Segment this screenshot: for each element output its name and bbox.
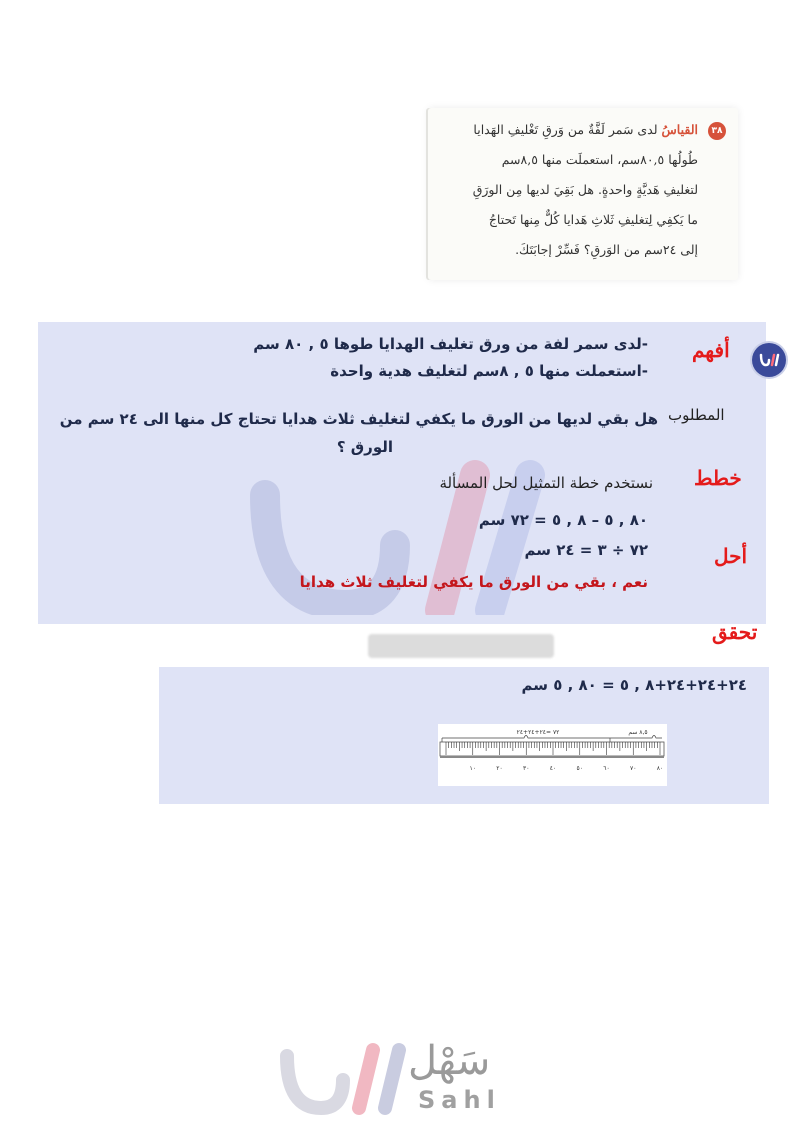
ruler-tick-label: ٣٠ bbox=[523, 765, 530, 772]
ruler-tick-label: ٦٠ bbox=[603, 765, 610, 772]
solve-label: أحل bbox=[714, 544, 748, 568]
required-line-2: الورق ؟ bbox=[336, 438, 393, 456]
blurred-bar bbox=[368, 634, 554, 658]
problem-keyword: القياسُ bbox=[661, 122, 698, 137]
solve-step-2: ٧٢ ÷ ٣ = ٢٤ سم bbox=[524, 541, 648, 559]
ruler-drawing bbox=[438, 724, 667, 786]
problem-line-5: إلى ٢٤سم من الوَرقِ؟ فَسِّرْ إجابَتَكَ. bbox=[515, 242, 698, 257]
problem-card bbox=[428, 108, 738, 280]
ruler-tick-label: ٢٠ bbox=[496, 765, 503, 772]
problem-line-1 bbox=[440, 122, 698, 137]
understand-label: أفهم bbox=[692, 338, 730, 362]
required-line-1: هل بقي لديها من الورق ما يكفي لتغليف ثلاث هدايا تحتاج كل منها الى ٢٤ سم من bbox=[59, 410, 658, 428]
understand-line-1: -لدى سمر لفة من ورق تغليف الهدايا طوها ٥ , ٨٠ سم bbox=[253, 335, 648, 353]
plan-label: خطط bbox=[694, 466, 742, 490]
solve-answer: نعم ، بقي من الورق ما يكفي لتغليف ثلاث هدايا bbox=[299, 573, 648, 591]
footer-brand-word: سَهْل bbox=[408, 1038, 491, 1084]
ruler-tick-label: ٤٠ bbox=[549, 765, 557, 772]
problem-line-text: لدى سَمر لَفَّةٌ من وَرقِ تَغْليفِ الهَدايا bbox=[473, 122, 658, 137]
ruler-tick-label: ٥٠ bbox=[576, 765, 583, 772]
footer-brand-latin: Sahl bbox=[418, 1086, 501, 1114]
problem-number-badge: ٣٨ bbox=[708, 122, 726, 140]
problem-line-2: طُولُها ٨٠,٥سم، استعملَت منها ٨,٥سم bbox=[501, 152, 698, 167]
ruler-tick-label: ١٠ bbox=[469, 765, 476, 772]
solve-step-1: ٨٠ , ٥ – ٨ , ٥ = ٧٢ سم bbox=[478, 511, 648, 529]
ruler-top-label-left: ٧٢ =٢٤+٢٤+٢٤ bbox=[516, 729, 560, 736]
plan-text: نستخدم خطة التمثيل لحل المسألة bbox=[439, 474, 653, 492]
problem-line-4: ما يَكفِي لِتغليفِ ثَلاثِ هَدايا كُلٌّ مِنها تَحتاجُ bbox=[488, 212, 698, 227]
verify-equation: ٢٤+٢٤+٢٤+٨ , ٥ = ٨٠ , ٥ سم bbox=[521, 676, 747, 694]
required-label: المطلوب bbox=[668, 406, 725, 424]
verify-label: تحقق bbox=[712, 620, 758, 644]
understand-line-2: -استعملت منها ٥ , ٨سم لتغليف هدية واحدة bbox=[330, 362, 648, 380]
ruler-top-label-right: ٨,٥ سم bbox=[628, 729, 648, 736]
ruler-figure bbox=[438, 724, 667, 786]
ruler-tick-label: ٨٠ bbox=[656, 765, 664, 772]
ruler-tick-label: ٧٠ bbox=[630, 765, 637, 772]
brand-badge-icon bbox=[752, 343, 786, 377]
problem-line-3: لتغليفِ هَديَّةٍ واحدةٍ. هل بَقِيَ لديها مِن الورَقِ bbox=[472, 182, 698, 197]
